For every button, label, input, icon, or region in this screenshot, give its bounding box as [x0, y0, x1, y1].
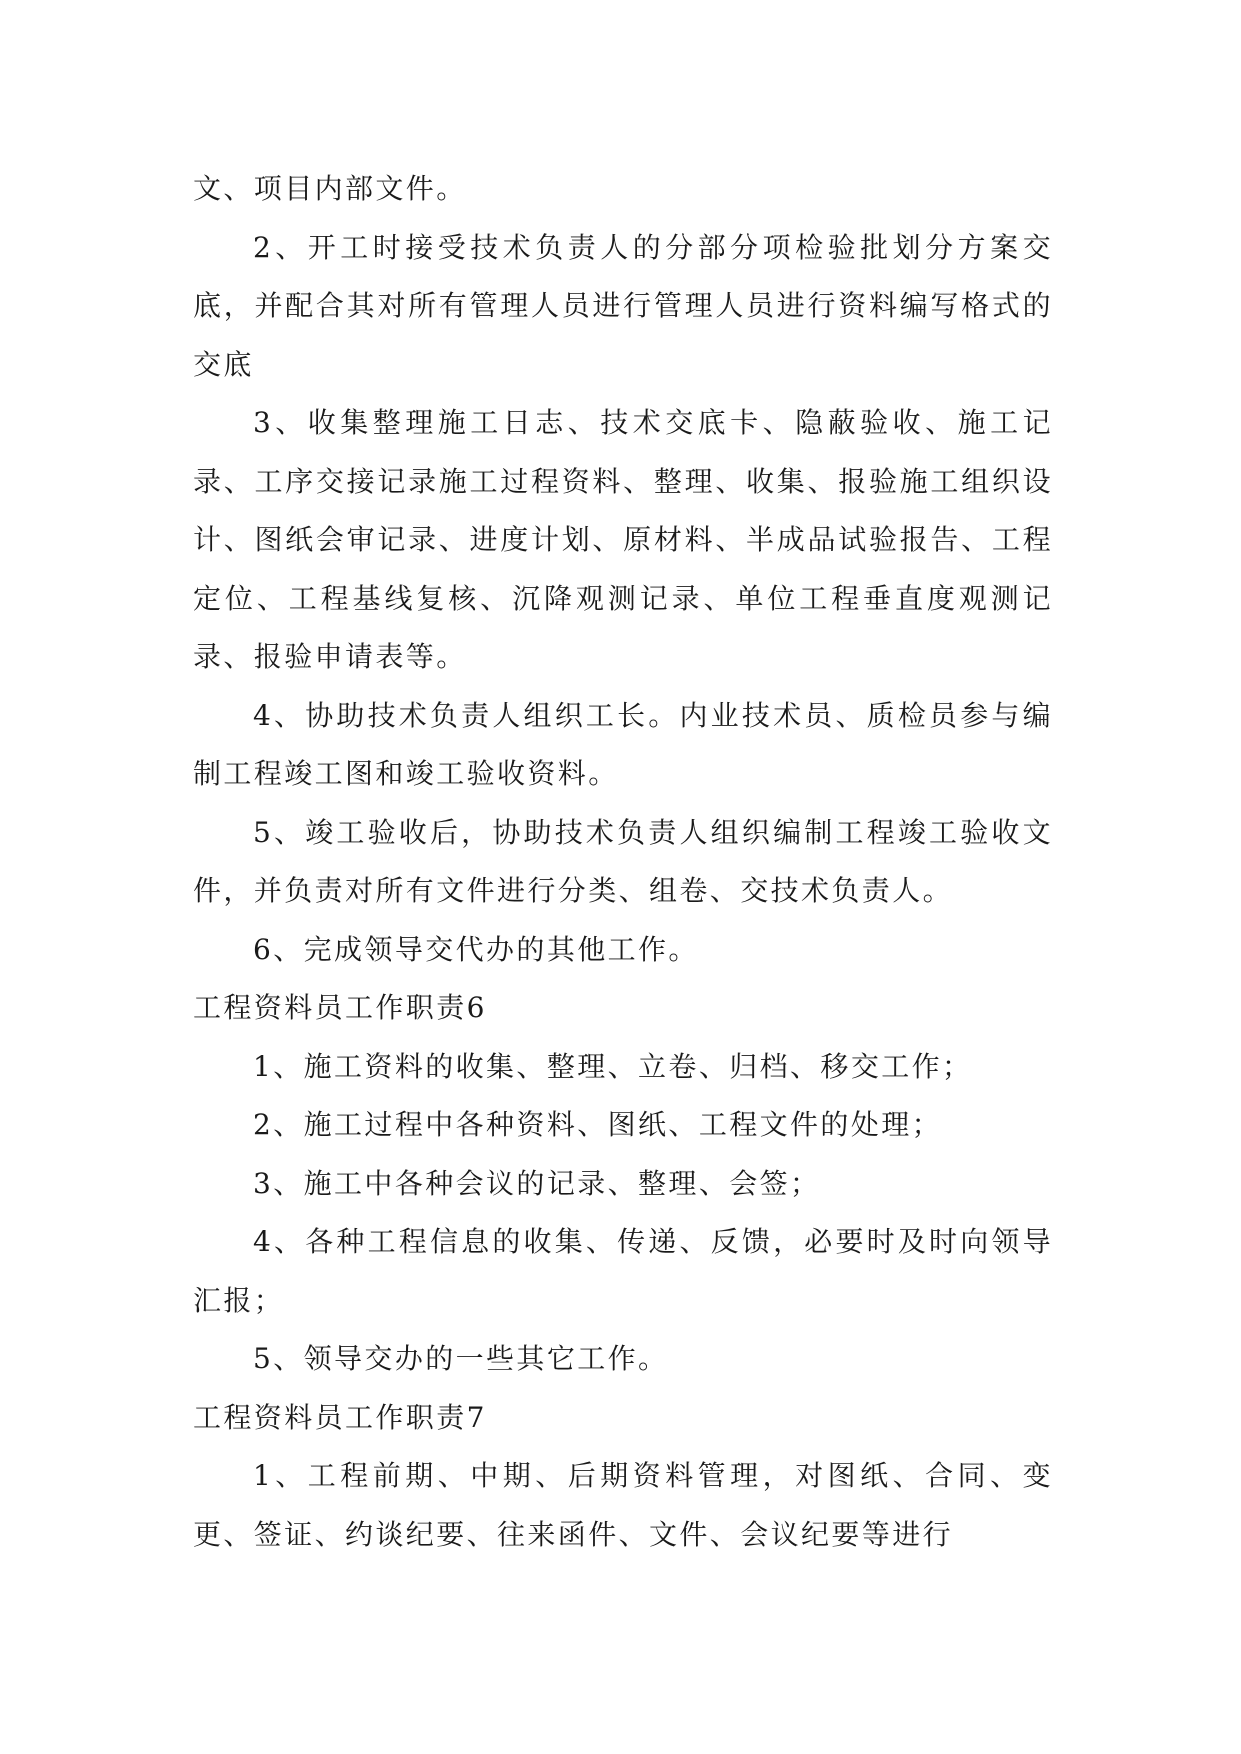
section-heading-6: 工程资料员工作职责6 [193, 991, 487, 1024]
section6-item-1: 1、施工资料的收集、整理、立卷、归档、移交工作； [253, 1049, 973, 1083]
section6-item-4: 4、各种工程信息的收集、传递、反馈，必要时及时向领导汇报； [193, 1225, 1053, 1317]
document-body [193, 160, 1053, 1564]
paragraph-item-2: 2、开工时接受技术负责人的分部分项检验批划分方案交底，并配合其对所有管理人员进行管理人员进行资料编写格式的交底 [193, 230, 1053, 381]
paragraph-continuation: 文、项目内部文件。 [193, 172, 467, 205]
paragraph-item-4: 4、协助技术负责人组织工长。内业技术员、质检员参与编制工程竣工图和竣工验收资料。 [193, 698, 1053, 790]
paragraph-item-6: 6、完成领导交代办的其他工作。 [253, 932, 699, 966]
section6-item-3: 3、施工中各种会议的记录、整理、会签； [253, 1166, 821, 1200]
section7-item-1: 1、工程前期、中期、后期资料管理，对图纸、合同、变更、签证、约谈纪要、往来函件、文件、会议纪要等进行 [193, 1459, 1053, 1551]
section-heading-7: 工程资料员工作职责7 [193, 1400, 487, 1434]
paragraph-item-3: 3、收集整理施工日志、技术交底卡、隐蔽验收、施工记录、工序交接记录施工过程资料、整理、收集、报验施工组织设计、图纸会审记录、进度计划、原材料、半成品试验报告、工程定位、工程基线复核、沉降观测记录、单位工程垂直度观测记录、报验申请表等。 [193, 406, 1053, 673]
paragraph-item-5: 5、竣工验收后，协助技术负责人组织编制工程竣工验收文件，并负责对所有文件进行分类、组卷、交技术负责人。 [193, 815, 1053, 907]
section6-item-2: 2、施工过程中各种资料、图纸、工程文件的处理； [253, 1108, 943, 1141]
section6-item-5: 5、领导交办的一些其它工作。 [253, 1342, 669, 1375]
